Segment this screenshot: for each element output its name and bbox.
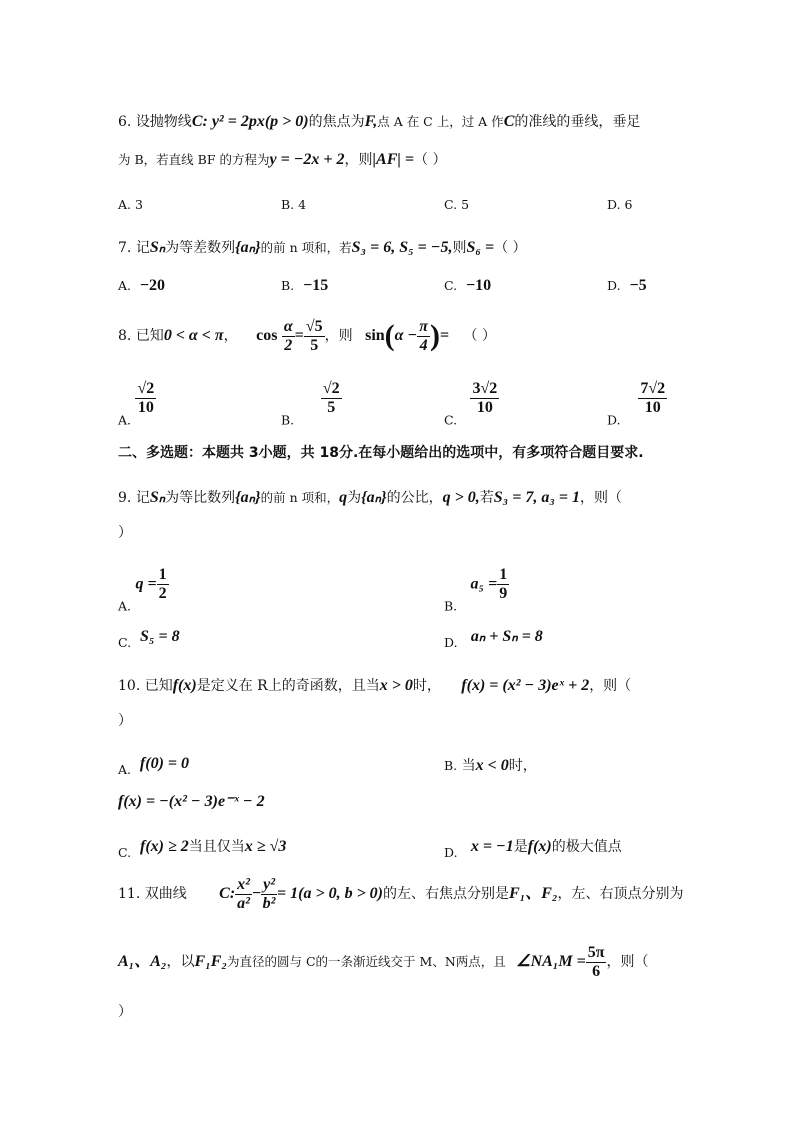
math-expression: x > 0 (379, 677, 413, 694)
q10-option-b-continued: f(x) = −(x² − 3)e⁻ˣ − 2 (118, 793, 265, 810)
fraction: $\frac{\alpha}{2}$ (283, 317, 293, 354)
fraction: $\frac{5\pi}{6}$ (587, 943, 605, 980)
section-heading: 二、多选题：本题共 3小题，共 18分.在每小题给出的选项中，有多项符合题目要求. (118, 445, 644, 461)
math-expression: C (503, 113, 515, 130)
math-expression: {aₙ} (235, 489, 261, 506)
fraction: $\frac{1}{9}$ (499, 566, 508, 602)
question-number: 8. (118, 328, 132, 344)
fraction: $\frac{√2}{5}$ (322, 380, 340, 416)
question-7-line-1: 7. 记Sₙ为等差数列{aₙ}的前 n 项和，若S₃ = 6, S₅ = −5,则S₆ =（ ） (118, 239, 527, 256)
math-expression: 0 < α < π (163, 327, 224, 344)
q10-option-a[interactable]: A. f(0) = 0 (118, 755, 190, 777)
fraction: $\frac{1}{2}$ (158, 566, 167, 602)
math-expression: {aₙ} (361, 489, 387, 506)
math-expression: A₁、A₂ (118, 953, 167, 970)
question-number: 11. (118, 886, 141, 902)
math-expression: ∠NA₁M = (516, 953, 586, 970)
question-8-line-1: 8. 已知0 < α < π， cos $\frac{\alpha}{2}$ = $\frac{√5}{5}$ ，则 sin(α − $\frac{\pi}{4}$ )= （ ） (118, 317, 496, 354)
q10-option-d[interactable]: D. x = −1是f(x)的极大值点 (444, 838, 622, 860)
math-expression: F₁F₂ (194, 953, 228, 970)
question-9-line-2: ） (118, 525, 132, 541)
q9-option-c[interactable]: C. S₅ = 8 (118, 628, 180, 650)
math-expression: C: y² = 2px(p > 0) (191, 113, 309, 130)
question-number: 6. (118, 114, 132, 130)
fraction: $\frac{\text{x²}}{\text{a²}}$ (237, 875, 250, 912)
question-11-line-2: A₁、A₂，以F₁F₂为直径的圆与 C的一条渐近线交于 M、N两点，且 ∠NA₁M = $\frac{5\pi}{6}$ ，则（ (118, 943, 649, 980)
q7-option-b[interactable]: B. −15 (281, 277, 329, 294)
math-expression: y = −2x + 2 (269, 151, 345, 168)
math-expression: {aₙ} (235, 239, 261, 256)
question-number: 9. (118, 490, 132, 506)
q6-option-d[interactable]: D. 6 (607, 197, 633, 212)
question-10-line-1: 10. 已知f(x)是定义在 R上的奇函数，且当x > 0时， f(x) = (x² − 3)eˣ + 2，则（ (118, 677, 632, 694)
fraction: $\frac{√2}{10}$ (137, 380, 155, 416)
question-11-line-3: ） (118, 1004, 132, 1020)
math-expression: q (339, 489, 348, 506)
q7-option-c[interactable]: C. −10 (444, 277, 492, 294)
q8-option-b[interactable]: B. $\frac{√2}{5}$ (281, 380, 340, 428)
fraction: $\frac{3√2}{10}$ (472, 380, 498, 416)
question-10-line-2: ） (118, 713, 132, 729)
math-expression: |AF| = (372, 151, 415, 168)
fraction: $\frac{7√2}{10}$ (640, 380, 666, 416)
q8-option-c[interactable]: C. $\frac{3√2}{10}$ (444, 380, 498, 428)
math-expression: S₆ = (466, 239, 495, 256)
q9-option-a[interactable]: A. q = $\frac{1}{2}$ (118, 566, 167, 614)
q7-option-a[interactable]: A. −20 (118, 277, 166, 294)
math-expression: F, (364, 113, 378, 130)
q10-option-c[interactable]: C. f(x) ≥ 2当且仅当x ≥ √3 (118, 838, 287, 860)
question-number: 10. (118, 678, 141, 694)
fraction: $\frac{√5}{5}$ (305, 317, 323, 354)
math-expression: F₁、F₂ (509, 885, 558, 902)
math-expression: f(x) = (x² − 3)eˣ + 2 (461, 677, 590, 694)
math-expression: S₃ = 6, S₅ = −5, (351, 239, 453, 256)
q6-option-a[interactable]: A. 3 (118, 197, 143, 212)
fraction: $\frac{\text{y²}}{\text{b²}}$ (262, 875, 276, 912)
q8-option-d[interactable]: D. $\frac{7√2}{10}$ (607, 380, 666, 428)
math-expression: Sₙ (149, 239, 166, 256)
fraction: $\frac{\pi}{4}$ (419, 317, 428, 354)
math-expression: q > 0, (442, 489, 480, 506)
q6-option-c[interactable]: C. 5 (444, 197, 470, 212)
q10-option-b[interactable]: B. 当x < 0时， (444, 757, 537, 774)
math-expression: f(x) (172, 677, 197, 694)
math-expression: Sₙ (149, 489, 166, 506)
q9-option-d[interactable]: D. aₙ + Sₙ = 8 (444, 628, 543, 650)
math-expression: S₃ = 7, a₃ = 1 (493, 489, 581, 506)
question-number: 7. (118, 240, 132, 256)
question-9-line-1: 9. 记Sₙ为等比数列{aₙ}的前 n 项和，q为{aₙ}的公比，q > 0,若S₃ = 7, a₃ = 1，则（ (118, 489, 623, 506)
q9-option-b[interactable]: B. a₅ = $\frac{1}{9}$ (444, 566, 508, 614)
question-6-line-2: 为 B，若直线 BF 的方程为y = −2x + 2，则|AF| =（ ） (118, 151, 447, 168)
question-11-line-1: 11. 双曲线 C: $\frac{\text{x²}}{\text{a²}}$ − $\frac{\text{y²}}{\text{b²}}$ = 1(a > 0, b > 0)的左、右焦点分别是F₁、F₂，左、右顶点分别为 (118, 875, 684, 912)
q7-option-d[interactable]: D. −5 (607, 277, 647, 294)
question-6-line-1: 6. 设抛物线C: y² = 2px(p > 0)的焦点为F,点 A 在 C 上，过 A 作C的准线的垂线，垂足 (118, 113, 641, 130)
q8-option-a[interactable]: A. $\frac{√2}{10}$ (118, 380, 155, 428)
q6-option-b[interactable]: B. 4 (281, 197, 307, 212)
